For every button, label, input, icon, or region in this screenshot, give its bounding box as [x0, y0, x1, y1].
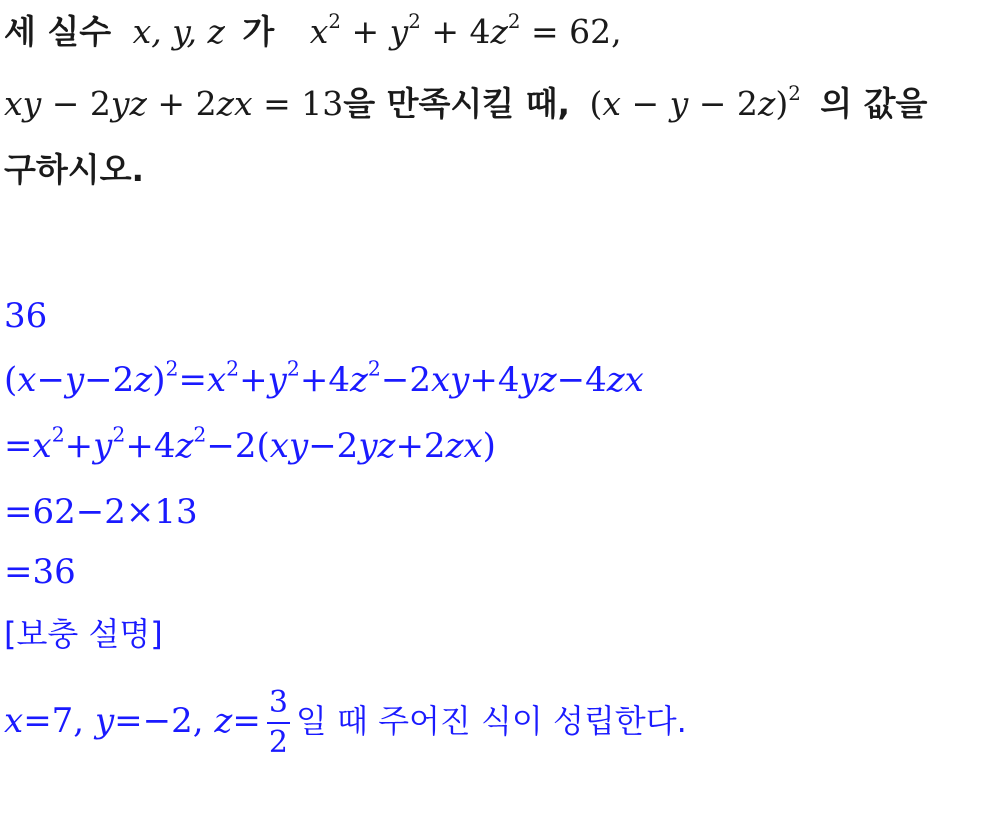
problem-intro-text: 세 실수 [4, 12, 112, 51]
answer-value [4, 290, 47, 342]
problem-target-expression: $(x - y - 2z)^2$ [589, 82, 801, 123]
problem-question-text: 구하시오. [4, 150, 145, 189]
problem-line-3 [4, 140, 144, 200]
supplement-line [4, 676, 687, 766]
solution-step-3: =62−2×13 [4, 492, 198, 532]
problem-variables: x, y, z [132, 12, 225, 51]
problem-equation-1: $x^2 + y^2 + 4z^2 = 62$, [309, 10, 622, 51]
fraction-three-halves: $\frac{3}{2}$ [268, 684, 288, 760]
problem-equation-2: xy − 2yz + 2zx = 13 [4, 84, 344, 123]
problem-line-1 [4, 2, 622, 62]
supplement-text: 일 때 주어진 식이 성립한다. [295, 702, 687, 740]
problem-particle: 가 [242, 12, 275, 51]
problem-line-2 [4, 74, 927, 134]
solution-step-4: =36 [4, 552, 76, 592]
supplement-values: x=7, y=−2, z= [4, 701, 261, 741]
solution-step-1: $(x-y-2z)^2=x^2+y^2+4z^2-2xy+4yz-4zx$ [4, 356, 644, 400]
supplement-label: [보충 설명] [4, 615, 163, 653]
problem-tail-text: 의 값을 [820, 84, 928, 123]
supplement-heading [4, 608, 163, 660]
problem-condition-text: 을 만족시킬 때, [343, 84, 570, 123]
solution-step-2: $=x^2+y^2+4z^2-2(xy-2yz+2zx)$ [4, 422, 496, 466]
answer-number: 36 [4, 296, 48, 336]
